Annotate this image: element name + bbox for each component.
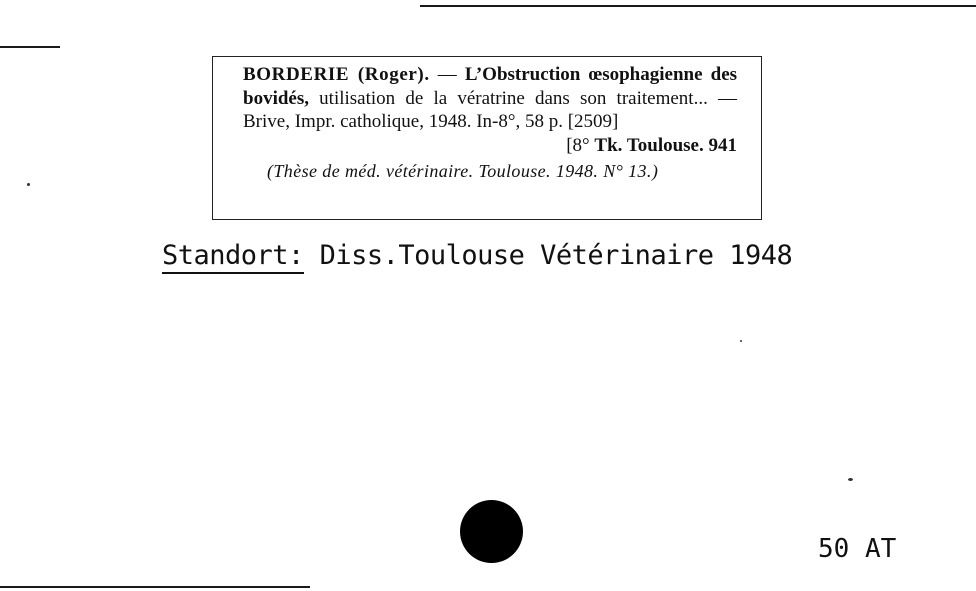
separator-dash: — xyxy=(718,87,737,109)
standort-label: Standort: xyxy=(162,240,304,274)
speck xyxy=(27,183,30,186)
shelf-prefix: [8° xyxy=(566,134,595,156)
left-top-rule xyxy=(0,46,60,48)
speck xyxy=(848,478,853,481)
speck xyxy=(740,340,742,342)
imprint: Brive, Impr. catholique, 1948. In-8°, 58 p. [2509] xyxy=(243,111,619,132)
title-rest: utilisation de la vératrine dans son traitement... xyxy=(319,87,708,109)
title-bold-part-a: L’Obstruction xyxy=(464,64,581,85)
title-bold-part-b: œsophagienne des bovidés, xyxy=(243,64,738,109)
shelf-mark xyxy=(243,134,737,158)
catalog-clipping xyxy=(212,56,762,220)
punch-hole xyxy=(460,500,523,563)
shelf-mark-value: Tk. Toulouse. 941 xyxy=(594,134,737,156)
bottom-rule xyxy=(0,586,310,588)
thesis-note: (Thèse de méd. vétérinaire. Toulouse. 1948. N° 13.) xyxy=(267,161,659,181)
top-rule xyxy=(420,5,976,7)
separator-dash: — xyxy=(437,64,457,85)
bibliographic-entry xyxy=(243,63,737,157)
author-name: BORDERIE (Roger). xyxy=(243,64,430,85)
standort-line xyxy=(162,240,792,274)
call-number: 50 AT xyxy=(818,534,897,564)
standort-value: Diss.Toulouse Vétérinaire 1948 xyxy=(319,240,793,271)
